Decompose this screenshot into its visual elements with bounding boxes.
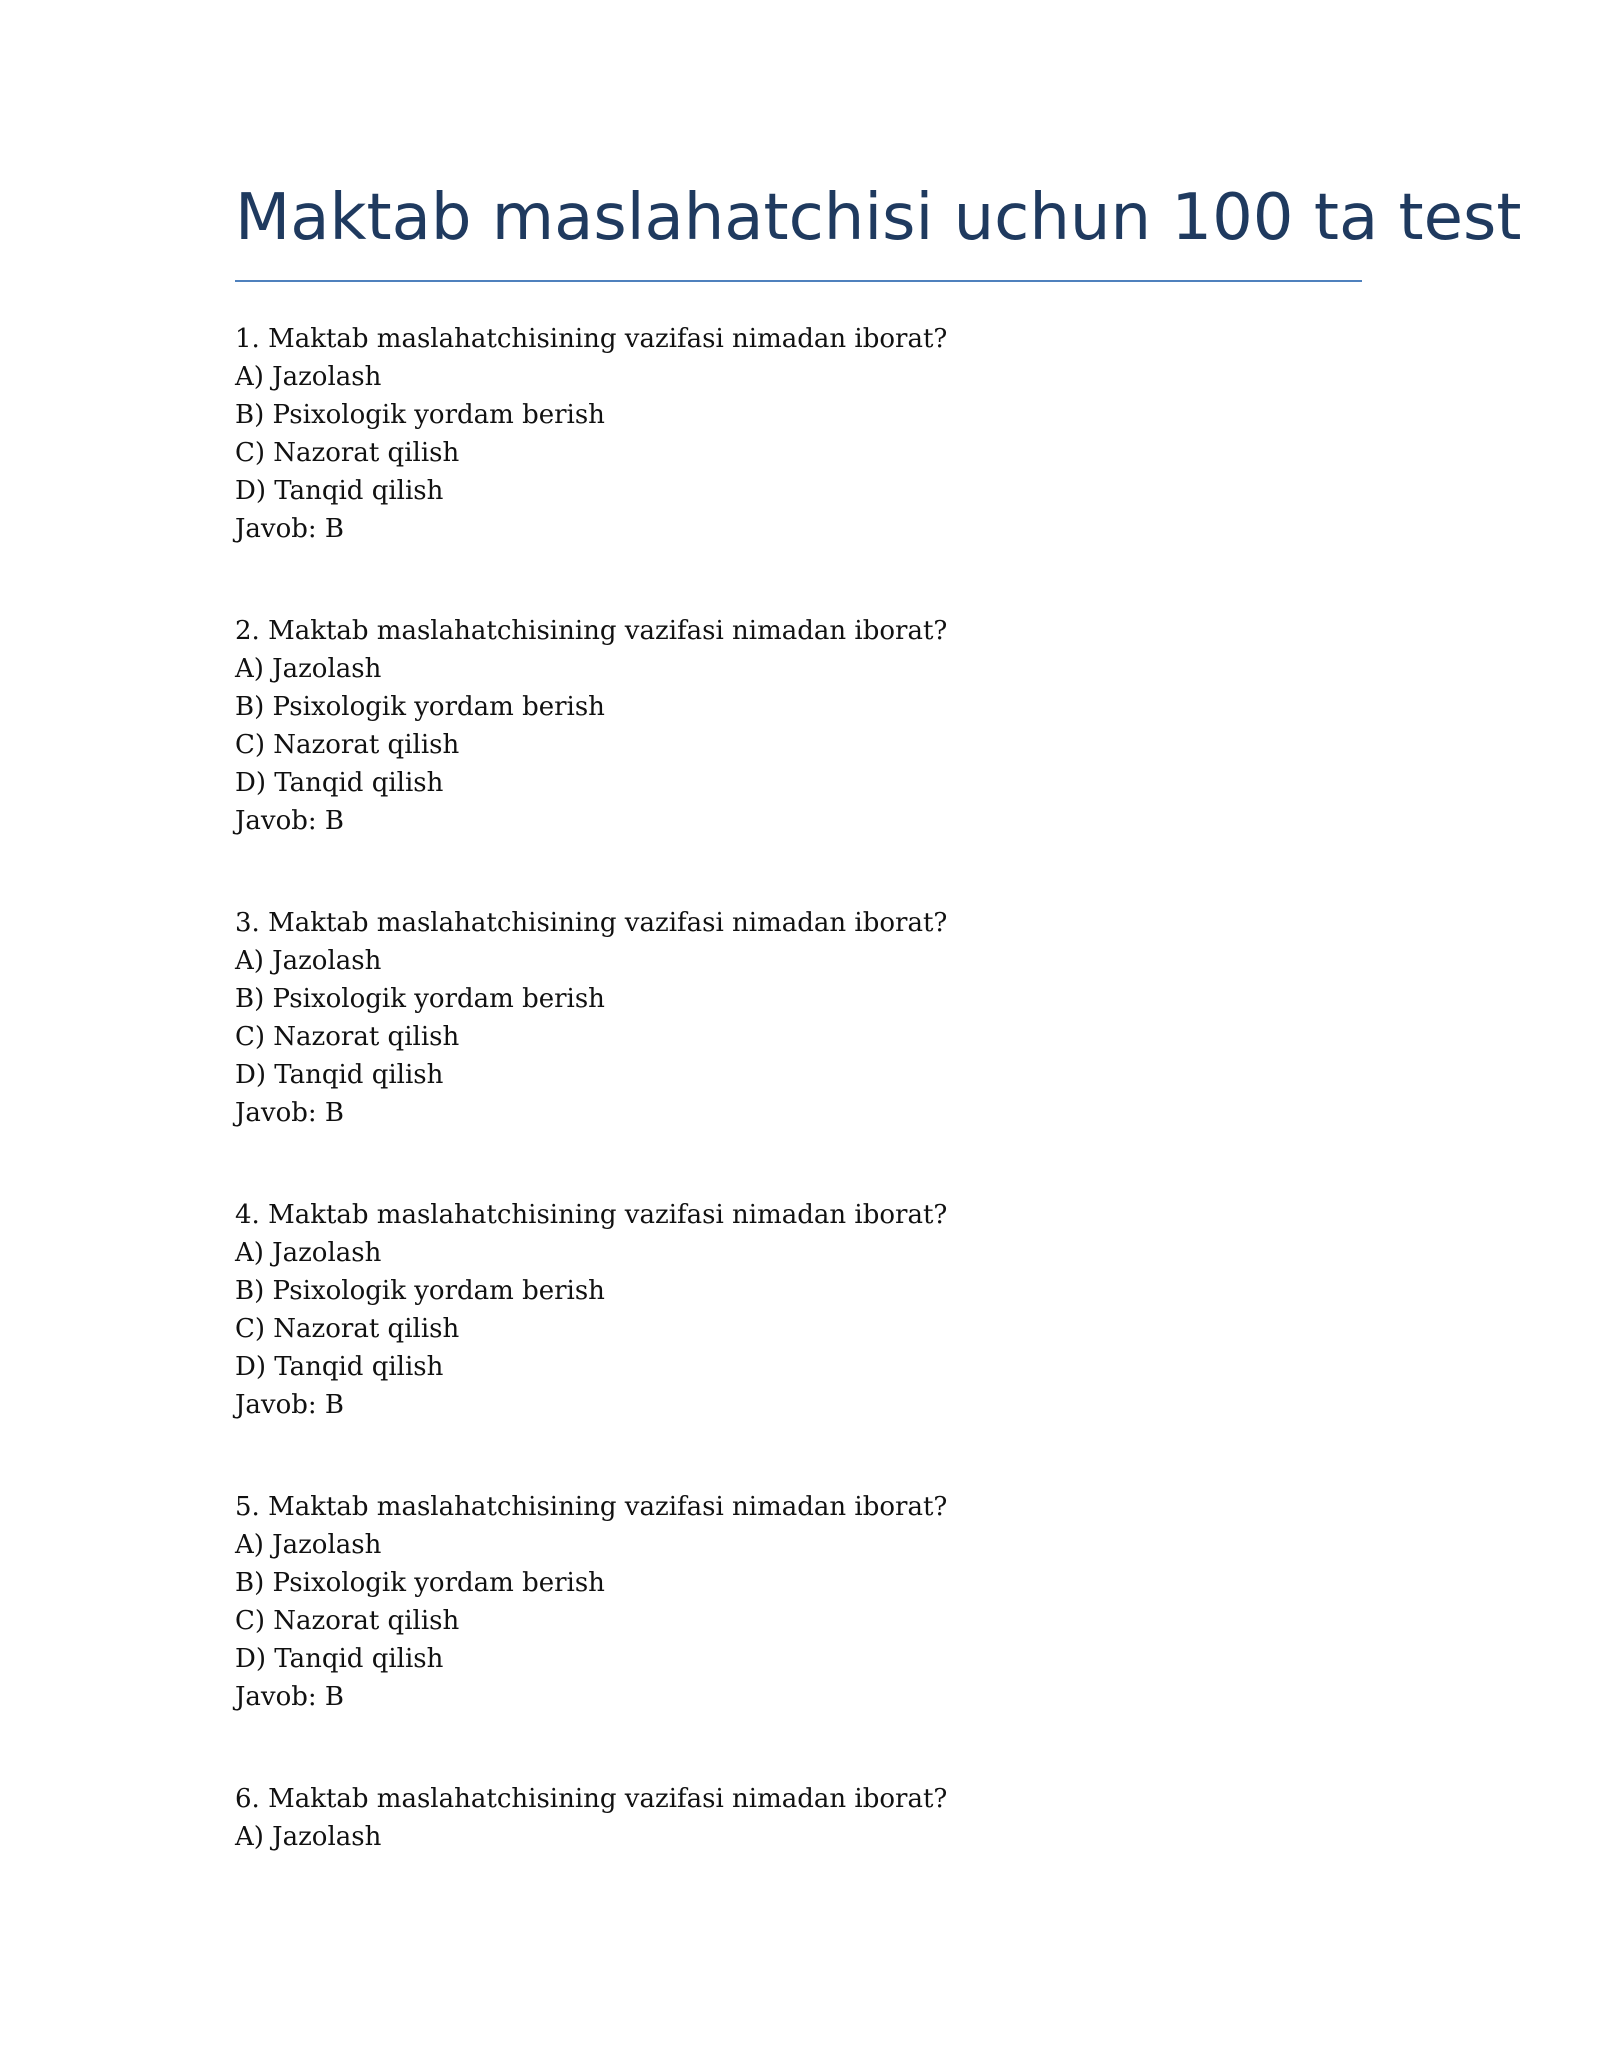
title-underline — [235, 280, 1362, 282]
option-a: A) Jazolash — [235, 1238, 382, 1268]
option-b: B) Psixologik yordam berish — [235, 400, 605, 430]
question-item — [235, 1488, 1362, 1780]
option-d: D) Tanqid qilish — [235, 1060, 444, 1090]
option-b: B) Psixologik yordam berish — [235, 1276, 605, 1306]
option-c: C) Nazorat qilish — [235, 1314, 460, 1344]
question-text: 5. Maktab maslahatchisining vazifasi nimadan iborat? — [235, 1492, 948, 1522]
question-text: 6. Maktab maslahatchisining vazifasi nimadan iborat? — [235, 1784, 948, 1814]
option-d: D) Tanqid qilish — [235, 1352, 444, 1382]
question-item — [235, 612, 1362, 904]
option-b: B) Psixologik yordam berish — [235, 984, 605, 1014]
option-b: B) Psixologik yordam berish — [235, 1568, 605, 1598]
option-b: B) Psixologik yordam berish — [235, 692, 605, 722]
option-a: A) Jazolash — [235, 1822, 382, 1852]
option-d: D) Tanqid qilish — [235, 1644, 444, 1674]
answer-text: Javob: B — [235, 514, 345, 544]
option-d: D) Tanqid qilish — [235, 768, 444, 798]
question-text: 4. Maktab maslahatchisining vazifasi nimadan iborat? — [235, 1200, 948, 1230]
question-text: 1. Maktab maslahatchisining vazifasi nimadan iborat? — [235, 324, 948, 354]
option-a: A) Jazolash — [235, 1530, 382, 1560]
question-item — [235, 1196, 1362, 1488]
page-title: Maktab maslahatchisi uchun 100 ta test — [235, 181, 1522, 255]
answer-text: Javob: B — [235, 1390, 345, 1420]
option-c: C) Nazorat qilish — [235, 730, 460, 760]
question-text: 3. Maktab maslahatchisining vazifasi nimadan iborat? — [235, 908, 948, 938]
question-text: 2. Maktab maslahatchisining vazifasi nimadan iborat? — [235, 616, 948, 646]
option-a: A) Jazolash — [235, 362, 382, 392]
question-list — [235, 320, 1362, 2072]
question-item — [235, 320, 1362, 612]
answer-text: Javob: B — [235, 1682, 345, 1712]
option-a: A) Jazolash — [235, 654, 382, 684]
answer-text: Javob: B — [235, 1098, 345, 1128]
question-item — [235, 1780, 1362, 2072]
question-item — [235, 904, 1362, 1196]
option-c: C) Nazorat qilish — [235, 1606, 460, 1636]
option-d: D) Tanqid qilish — [235, 476, 444, 506]
option-c: C) Nazorat qilish — [235, 438, 460, 468]
option-c: C) Nazorat qilish — [235, 1022, 460, 1052]
option-a: A) Jazolash — [235, 946, 382, 976]
answer-text: Javob: B — [235, 806, 345, 836]
